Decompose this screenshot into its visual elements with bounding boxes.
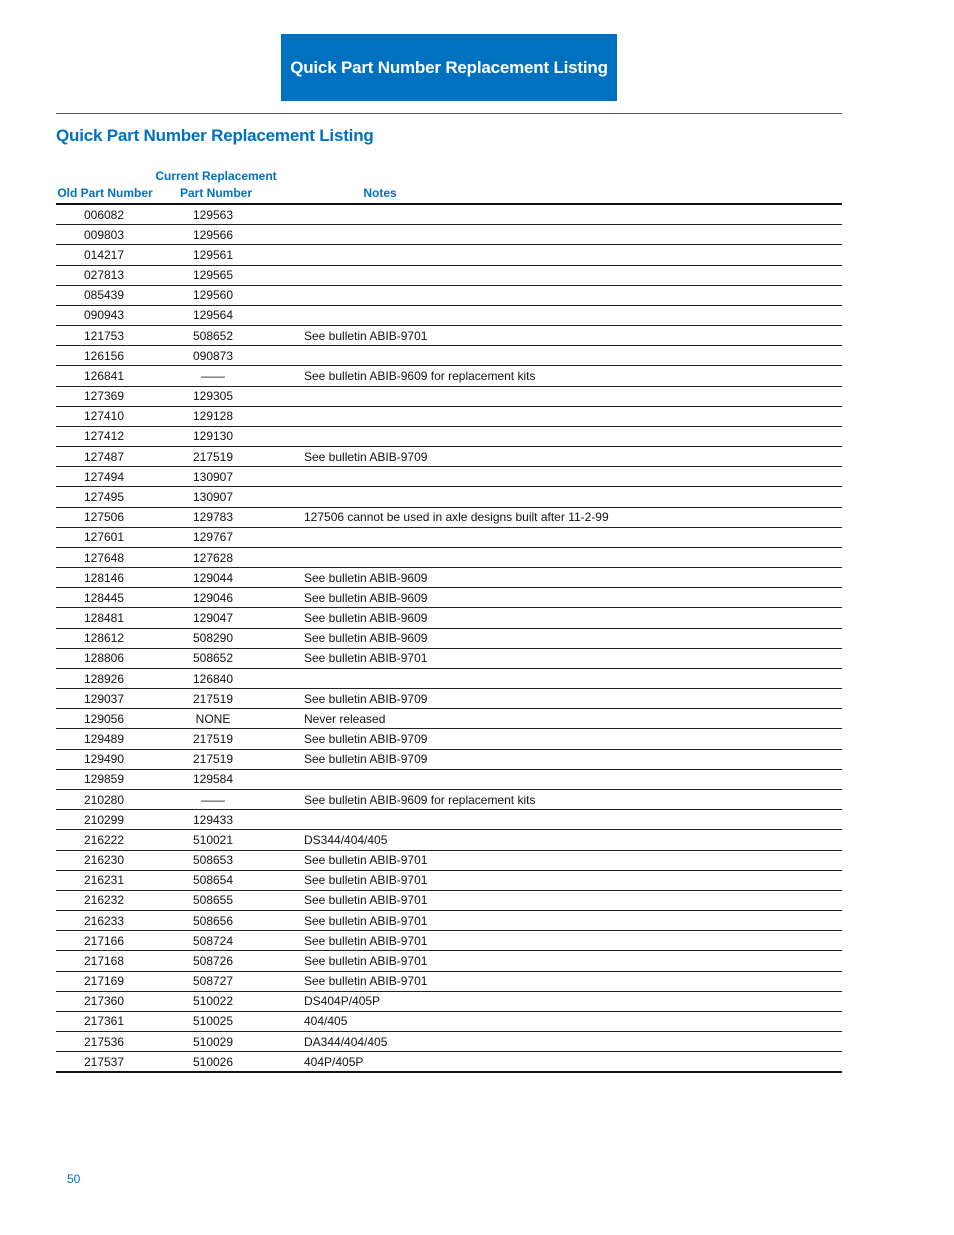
table-row — [56, 548, 842, 568]
table-row — [56, 387, 842, 407]
table-row — [56, 790, 842, 810]
notes-cell: See bulletin ABIB-9609 for replacement kits — [304, 368, 536, 383]
old-part-number-cell: 129056 — [83, 711, 125, 726]
notes-cell: 404P/405P — [304, 1054, 364, 1069]
table-row — [56, 447, 842, 467]
old-part-number-cell: 027813 — [83, 268, 125, 283]
column-header-old-part-number: Old Part Number — [57, 186, 153, 200]
table-row — [56, 528, 842, 548]
old-part-number-cell: 127601 — [83, 530, 125, 545]
replacement-part-number-cell: 129128 — [192, 409, 234, 424]
old-part-number-cell: 216233 — [83, 913, 125, 928]
old-part-number-cell: 128146 — [83, 570, 125, 585]
old-part-number-cell: 127410 — [83, 409, 125, 424]
old-part-number-cell: 127506 — [83, 510, 125, 525]
old-part-number-cell: 128445 — [83, 590, 125, 605]
replacement-part-number-cell: 508290 — [192, 631, 234, 646]
table-row — [56, 245, 842, 265]
replacement-part-number-cell: —— — [201, 792, 225, 807]
replacement-part-number-cell: 129565 — [192, 268, 234, 283]
old-part-number-cell: 129859 — [83, 772, 125, 787]
table-row — [56, 1052, 842, 1073]
notes-cell: See bulletin ABIB-9701 — [304, 651, 428, 666]
old-part-number-cell: 126156 — [83, 348, 125, 363]
replacement-part-number-cell: 129566 — [192, 227, 234, 242]
old-part-number-cell: 217360 — [83, 994, 125, 1009]
notes-cell: DS344/404/405 — [304, 832, 388, 847]
header-divider — [56, 113, 842, 114]
old-part-number-cell: 216230 — [83, 853, 125, 868]
replacement-part-number-cell: 510022 — [192, 994, 234, 1009]
notes-cell: DS404P/405P — [304, 994, 381, 1009]
old-part-number-cell: 129489 — [83, 732, 125, 747]
notes-cell: See bulletin ABIB-9609 for replacement kits — [304, 792, 536, 807]
replacement-part-number-cell: 508652 — [192, 328, 234, 343]
table-row — [56, 709, 842, 729]
old-part-number-cell: 217537 — [83, 1054, 125, 1069]
table-row — [56, 770, 842, 790]
table-row — [56, 467, 842, 487]
replacement-part-number-cell: 508724 — [192, 933, 234, 948]
notes-cell: See bulletin ABIB-9701 — [304, 853, 428, 868]
replacement-part-number-cell: 126840 — [192, 671, 234, 686]
table-row — [56, 830, 842, 850]
notes-cell: See bulletin ABIB-9609 — [304, 570, 428, 585]
notes-cell: See bulletin ABIB-9701 — [304, 873, 428, 888]
table-row — [56, 568, 842, 588]
replacement-part-number-cell: 127628 — [192, 550, 234, 565]
table-row — [56, 588, 842, 608]
table-row — [56, 992, 842, 1012]
old-part-number-cell: 217361 — [83, 1014, 125, 1029]
replacement-part-number-cell: 508726 — [192, 953, 234, 968]
old-part-number-cell: 121753 — [83, 328, 125, 343]
table-row — [56, 931, 842, 951]
notes-cell: See bulletin ABIB-9701 — [304, 893, 428, 908]
old-part-number-cell: 085439 — [83, 288, 125, 303]
parts-table-body — [56, 205, 842, 1073]
old-part-number-cell: 217168 — [83, 953, 125, 968]
old-part-number-cell: 216231 — [83, 873, 125, 888]
notes-cell: 127506 cannot be used in axle designs built after 11-2-99 — [304, 510, 609, 525]
replacement-part-number-cell: 217519 — [192, 752, 234, 767]
replacement-part-number-cell: 129305 — [192, 389, 234, 404]
old-part-number-cell: 129037 — [83, 691, 125, 706]
table-row — [56, 972, 842, 992]
old-part-number-cell: 006082 — [83, 207, 125, 222]
notes-cell: See bulletin ABIB-9609 — [304, 590, 428, 605]
replacement-part-number-cell: 129044 — [192, 570, 234, 585]
table-row — [56, 1032, 842, 1052]
notes-cell: See bulletin ABIB-9701 — [304, 933, 428, 948]
old-part-number-cell: 216222 — [83, 832, 125, 847]
replacement-part-number-cell: 508656 — [192, 913, 234, 928]
table-row — [56, 508, 842, 528]
replacement-part-number-cell: 510025 — [192, 1014, 234, 1029]
replacement-part-number-cell: 129046 — [192, 590, 234, 605]
replacement-part-number-cell: 510026 — [192, 1054, 234, 1069]
notes-cell: See bulletin ABIB-9709 — [304, 691, 428, 706]
old-part-number-cell: 127648 — [83, 550, 125, 565]
old-part-number-cell: 128481 — [83, 611, 125, 626]
header-tab-title: Quick Part Number Replacement Listing — [281, 34, 617, 101]
table-row — [56, 750, 842, 770]
replacement-part-number-cell: 090873 — [192, 348, 234, 363]
replacement-part-number-cell: 129433 — [192, 812, 234, 827]
table-row — [56, 427, 842, 447]
notes-cell: See bulletin ABIB-9609 — [304, 631, 428, 646]
table-row — [56, 225, 842, 245]
old-part-number-cell: 128806 — [83, 651, 125, 666]
old-part-number-cell: 129490 — [83, 752, 125, 767]
old-part-number-cell: 210299 — [83, 812, 125, 827]
table-row — [56, 205, 842, 225]
old-part-number-cell: 216232 — [83, 893, 125, 908]
replacement-part-number-cell: 508727 — [192, 974, 234, 989]
table-row — [56, 266, 842, 286]
table-row — [56, 871, 842, 891]
old-part-number-cell: 127412 — [83, 429, 125, 444]
replacement-part-number-cell: 508654 — [192, 873, 234, 888]
notes-cell: See bulletin ABIB-9709 — [304, 449, 428, 464]
table-row — [56, 487, 842, 507]
replacement-part-number-cell: 130907 — [192, 489, 234, 504]
table-row — [56, 729, 842, 749]
column-header-notes: Notes — [363, 186, 397, 200]
replacement-part-number-cell: 508655 — [192, 893, 234, 908]
old-part-number-cell: 009803 — [83, 227, 125, 242]
old-part-number-cell: 128612 — [83, 631, 125, 646]
table-row — [56, 810, 842, 830]
notes-cell: See bulletin ABIB-9701 — [304, 913, 428, 928]
notes-cell: 404/405 — [304, 1014, 348, 1029]
table-row — [56, 891, 842, 911]
replacement-part-number-cell: 129047 — [192, 611, 234, 626]
table-row — [56, 1012, 842, 1032]
notes-cell: See bulletin ABIB-9701 — [304, 953, 428, 968]
old-part-number-cell: 217166 — [83, 933, 125, 948]
replacement-part-number-cell: 217519 — [192, 449, 234, 464]
table-row — [56, 407, 842, 427]
replacement-part-number-cell: 129560 — [192, 288, 234, 303]
replacement-part-number-cell: 129563 — [192, 207, 234, 222]
notes-cell: Never released — [304, 711, 386, 726]
table-row — [56, 951, 842, 971]
table-row — [56, 346, 842, 366]
page-title: Quick Part Number Replacement Listing — [56, 126, 374, 145]
table-row — [56, 608, 842, 628]
old-part-number-cell: 217169 — [83, 974, 125, 989]
notes-cell: See bulletin ABIB-9701 — [304, 974, 428, 989]
column-header-current-replacement: Current Replacement Part Number — [155, 169, 277, 200]
replacement-part-number-cell: 217519 — [192, 732, 234, 747]
notes-cell: DA344/404/405 — [304, 1034, 388, 1049]
replacement-part-number-cell: 510021 — [192, 832, 234, 847]
notes-cell: See bulletin ABIB-9709 — [304, 752, 428, 767]
notes-cell: See bulletin ABIB-9609 — [304, 611, 428, 626]
notes-cell: See bulletin ABIB-9709 — [304, 732, 428, 747]
old-part-number-cell: 127494 — [83, 469, 125, 484]
replacement-part-number-cell: 129783 — [192, 510, 234, 525]
page-number: 50 — [67, 1172, 81, 1186]
old-part-number-cell: 128926 — [83, 671, 125, 686]
old-part-number-cell: 126841 — [83, 368, 125, 383]
notes-cell: See bulletin ABIB-9701 — [304, 328, 428, 343]
replacement-part-number-cell: 129564 — [192, 308, 234, 323]
table-row — [56, 851, 842, 871]
table-row — [56, 306, 842, 326]
replacement-part-number-cell: 510029 — [192, 1034, 234, 1049]
table-row — [56, 366, 842, 386]
old-part-number-cell: 127369 — [83, 389, 125, 404]
replacement-part-number-cell: 508653 — [192, 853, 234, 868]
replacement-part-number-cell: 129767 — [192, 530, 234, 545]
old-part-number-cell: 217536 — [83, 1034, 125, 1049]
table-row — [56, 629, 842, 649]
replacement-part-number-cell: 508652 — [192, 651, 234, 666]
old-part-number-cell: 090943 — [83, 308, 125, 323]
table-row — [56, 911, 842, 931]
table-row — [56, 286, 842, 306]
replacement-part-number-cell: 129584 — [192, 772, 234, 787]
old-part-number-cell: 014217 — [83, 247, 125, 262]
table-row — [56, 326, 842, 346]
replacement-part-number-cell: 129561 — [192, 247, 234, 262]
old-part-number-cell: 210280 — [83, 792, 125, 807]
table-row — [56, 669, 842, 689]
replacement-part-number-cell: 129130 — [192, 429, 234, 444]
replacement-part-number-cell: 130907 — [192, 469, 234, 484]
replacement-part-number-cell: NONE — [195, 711, 231, 726]
replacement-part-number-cell: 217519 — [192, 691, 234, 706]
table-row — [56, 689, 842, 709]
old-part-number-cell: 127495 — [83, 489, 125, 504]
table-row — [56, 649, 842, 669]
old-part-number-cell: 127487 — [83, 449, 125, 464]
replacement-part-number-cell: —— — [201, 368, 225, 383]
